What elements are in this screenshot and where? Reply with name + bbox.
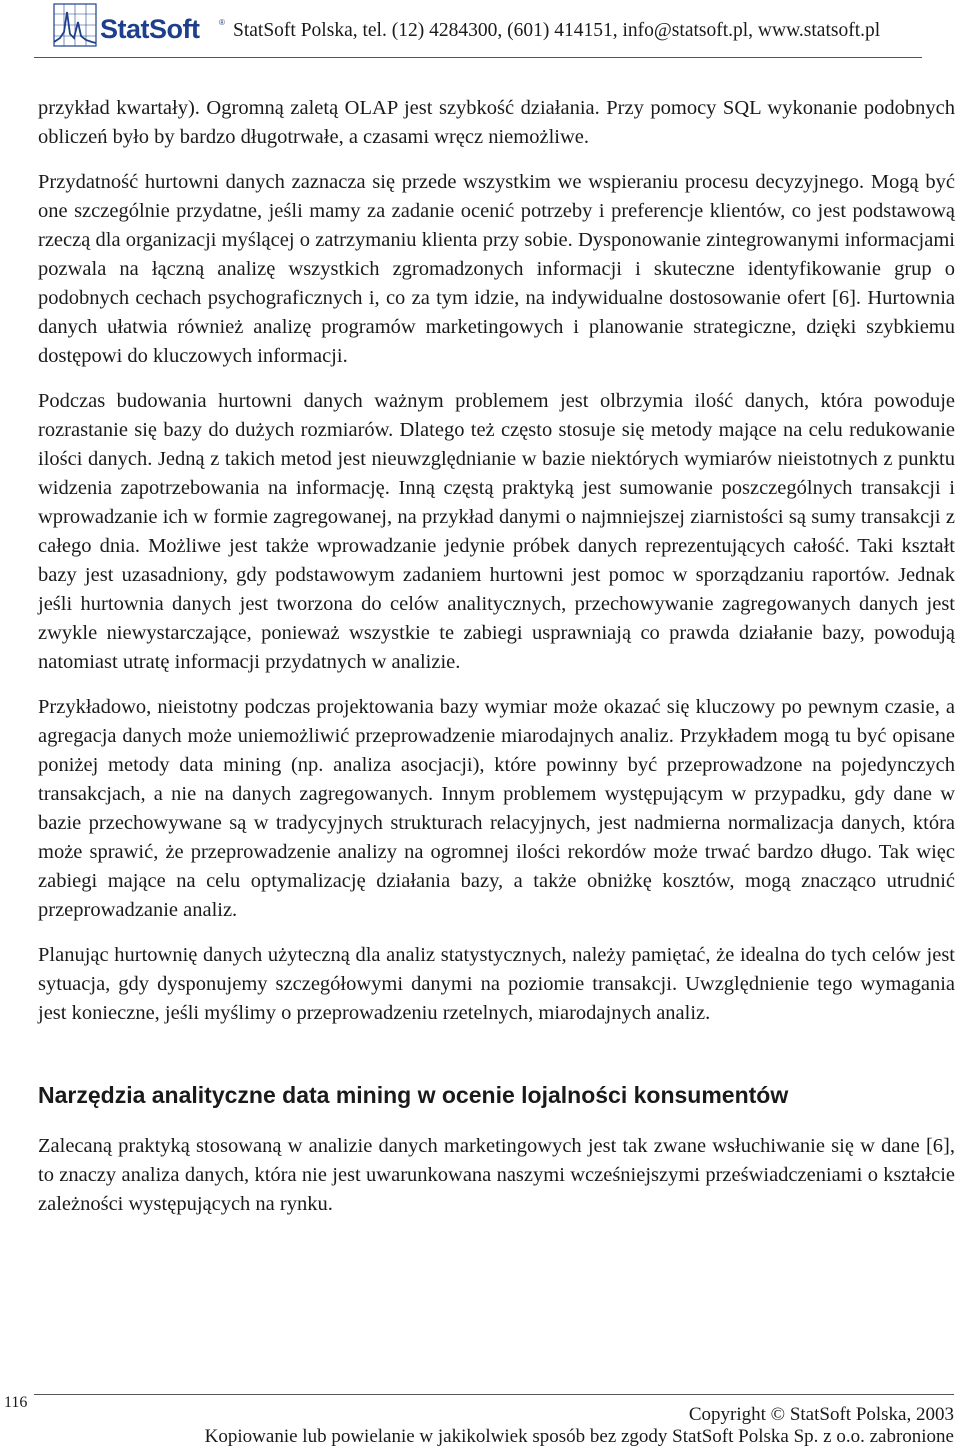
statsoft-chart-logo-icon	[52, 2, 98, 48]
section-heading: Narzędzia analityczne data mining w ocenie lojalności konsumentów	[38, 1082, 789, 1108]
header-divider	[34, 57, 922, 58]
page-header	[0, 0, 960, 62]
paragraph: Przykładowo, nieistotny podczas projektowania bazy wymiar może okazać się kluczowy po pewnym czasie, a agregacja danych może uniemożliwić przeprowadzenie miarodajnych analiz. Przykładem mogą tu być opisane poniżej metody data mining (np. analiza asocjacji), które powinny być przeprowadzone na pojedynczych transakcjach, a nie na danych zagregowanych. Innym problemem występującym w przypadku, gdy dane w bazie przechowywane są w tradycyjnych strukturach relacyjnych, jest nadmierna normalizacja danych, która może sprawić, że przeprowadzenie analizy na ogromnej ilości rekordów może trwać bardzo długo. Tak więc zabiegi mające na celu optymalizację działania bazy, a także obniżkę kosztów, mogą znacząco utrudnić przeprowadzanie analiz.	[38, 696, 955, 921]
footer-copy-notice: Kopiowanie lub powielanie w jakikolwiek sposób bez zgody StatSoft Polska Sp. z o.o. zabronione	[204, 1426, 954, 1447]
footer-copyright: Copyright © StatSoft Polska, 2003	[688, 1404, 954, 1425]
page-number: 116	[4, 1394, 28, 1411]
statsoft-logo-text: StatSoft	[100, 14, 200, 44]
paragraph: Przydatność hurtowni danych zaznacza się przede wszystkim we wspieraniu procesu decyzyjnego. Mogą być one szczególnie przydatne, jeśli mamy za zadanie ocenić potrzeby i preferencje klientów, co jest podstawową rzeczą dla organizacji myślącej o zatrzymaniu klienta przy sobie. Dysponowanie zintegrowanymi informacjami pozwala na łączną analizę wszystkich zgromadzonych informacji i skuteczne identyfikowanie grup o podobnych cechach psychograficznych i, co za tym idzie, na indywidualne dostosowanie ofert [6]. Hurtownia danych ułatwia również analizę programów marketingowych i planowanie strategiczne, dzięki szybkiemu dostępowi do kluczowych informacji.	[38, 171, 955, 367]
paragraph: przykład kwartały). Ogromną zaletą OLAP jest szybkość działania. Przy pomocy SQL wykonanie podobnych obliczeń było by bardzo długotrwałe, a czasami wręcz niemożliwe.	[38, 97, 955, 148]
paragraph: Planując hurtownię danych użyteczną dla analiz statystycznych, należy pamiętać, że idealna do tych celów jest sytuacja, gdy dysponujemy szczegółowymi danymi na poziomie transakcji. Uwzględnienie tego wymagania jest konieczne, jeśli myślimy o przeprowadzeniu rzetelnych, miarodajnych analiz.	[38, 944, 955, 1024]
header-contact-info: StatSoft Polska, tel. (12) 4284300, (601) 414151, info@statsoft.pl, www.statsoft.pl	[233, 20, 881, 41]
registered-mark: ®	[219, 18, 225, 27]
paragraph: Zalecaną praktyką stosowaną w analizie danych marketingowych jest tak zwane wsłuchiwanie się w dane [6], to znaczy analiza danych, która nie jest uwarunkowana naszymi wcześniejszymi przeświadczeniami o kształcie zależności występujących na rynku.	[38, 1135, 955, 1215]
footer-divider	[34, 1394, 954, 1395]
page-body	[38, 94, 955, 1235]
paragraph: Podczas budowania hurtowni danych ważnym problemem jest olbrzymia ilość danych, która powoduje rozrastanie się bazy do dużych rozmiarów. Dlatego też często stosuje się metody mające na celu redukowanie ilości danych. Jedną z takich metod jest nieuwzględnianie w bazie niektórych wymiarów nieistotnych z punktu widzenia zapotrzebowania na informację. Inną częstą praktyką jest sumowanie poszczególnych transakcji i wprowadzanie ich w formie zagregowanej, na przykład danymi o najmniejszej ziarnistości są sumy transakcji z całego dnia. Możliwe jest także wprowadzanie jedynie próbek danych reprezentujących całość. Taki kształt bazy jest uzasadniony, gdy podstawowym zadaniem hurtowni jest pomoc w sporządzaniu raportów. Jednak jeśli hurtownia danych jest tworzona do celów analitycznych, przechowywanie zagregowanych danych jest zwykle niewystarczające, ponieważ wszystkie te zabiegi usprawniają co prawda działanie bazy, powodują natomiast utratę informacji przydatnych w analizie.	[38, 390, 955, 673]
